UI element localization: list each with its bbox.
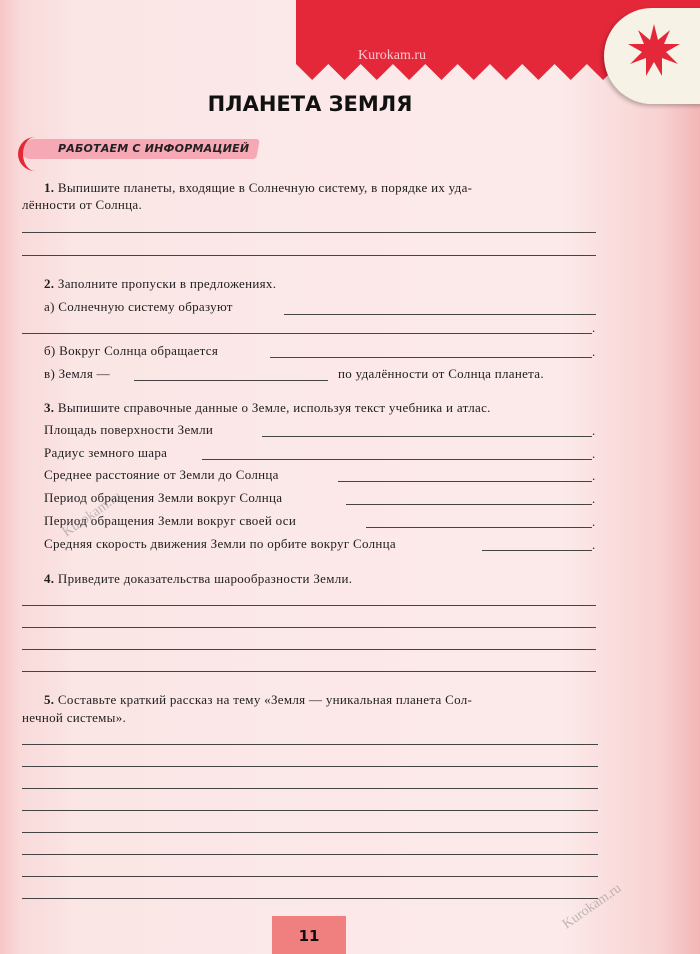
task3-item: Среднее расстояние от Земли до Солнца — [44, 467, 279, 482]
task1-line1: 1. Выпишите планеты, входящие в Солнечную систему, в порядке их уда- — [44, 180, 473, 195]
task1-number: 1. — [44, 180, 55, 195]
task3-item: Период обращения Земли вокруг Солнца — [44, 490, 283, 505]
answer-line-5[interactable] — [22, 766, 598, 767]
star-icon — [626, 22, 682, 78]
page-number: 11 — [298, 927, 320, 945]
answer-line-3[interactable] — [346, 504, 592, 505]
section-label-text: РАБОТАЕМ С ИНФОРМАЦИЕЙ — [58, 142, 250, 155]
answer-line-4[interactable] — [22, 671, 596, 672]
answer-line-5[interactable] — [22, 810, 598, 811]
task3-item: Период обращения Земли вокруг своей оси — [44, 513, 297, 528]
task2-b-label: б) Вокруг Солнца обращается — [44, 343, 219, 358]
answer-line-2b[interactable] — [270, 357, 592, 358]
answer-line-3[interactable] — [366, 527, 592, 528]
watermark-right: Kurokam.ru — [560, 880, 625, 933]
task3-item: Средняя скорость движения Земли по орбите вокруг Солнца — [44, 536, 396, 551]
task5-number: 5. — [44, 692, 55, 707]
answer-line-2c[interactable] — [134, 380, 328, 381]
task4-heading: 4. Приведите доказательства шарообразности Земли. — [44, 571, 353, 586]
task1-line2: лённости от Солнца. — [22, 197, 143, 212]
answer-line-2a-cont[interactable] — [22, 333, 592, 334]
answer-line-5[interactable] — [22, 876, 598, 877]
answer-line-5[interactable] — [22, 832, 598, 833]
answer-line-3[interactable] — [482, 550, 592, 551]
task3-number: 3. — [44, 400, 55, 415]
section-label — [22, 137, 258, 161]
answer-line-4[interactable] — [22, 605, 596, 606]
task3-item: Площадь поверхности Земли — [44, 422, 214, 437]
task3-item: Радиус земного шара — [44, 445, 168, 460]
answer-line-4[interactable] — [22, 627, 596, 628]
watermark-left: Kurokam.ru — [60, 488, 125, 541]
task2-number: 2. — [44, 276, 55, 291]
page-title: ПЛАНЕТА ЗЕМЛЯ — [207, 92, 413, 116]
task2-c-end: по удалённости от Солнца планета. — [338, 366, 544, 381]
answer-line-5[interactable] — [22, 744, 598, 745]
task2-heading: 2. Заполните пропуски в предложениях. — [44, 276, 277, 291]
answer-line-5[interactable] — [22, 854, 598, 855]
answer-line-3[interactable] — [338, 481, 592, 482]
answer-line-5[interactable] — [22, 788, 598, 789]
task2-c-start: в) Земля — — [44, 366, 110, 381]
task5-line2: нечной системы». — [22, 710, 127, 725]
answer-line-3[interactable] — [202, 459, 592, 460]
answer-line-5[interactable] — [22, 898, 598, 899]
answer-line[interactable] — [22, 232, 596, 233]
task2-a-label: а) Солнечную систему образуют — [44, 299, 233, 314]
answer-line[interactable] — [22, 255, 596, 256]
answer-line-4[interactable] — [22, 649, 596, 650]
task4-number: 4. — [44, 571, 55, 586]
task3-heading: 3. Выпишите справочные данные о Земле, используя текст учебника и атлас. — [44, 400, 491, 415]
watermark-top: Kurokam.ru — [358, 48, 427, 63]
task5-line1: 5. Составьте краткий рассказ на тему «Земля — уникальная планета Сол- — [44, 692, 473, 707]
answer-line-2a[interactable] — [284, 314, 596, 315]
page-number-box — [272, 916, 346, 954]
answer-line-3[interactable] — [262, 436, 592, 437]
section-badge — [604, 8, 700, 104]
